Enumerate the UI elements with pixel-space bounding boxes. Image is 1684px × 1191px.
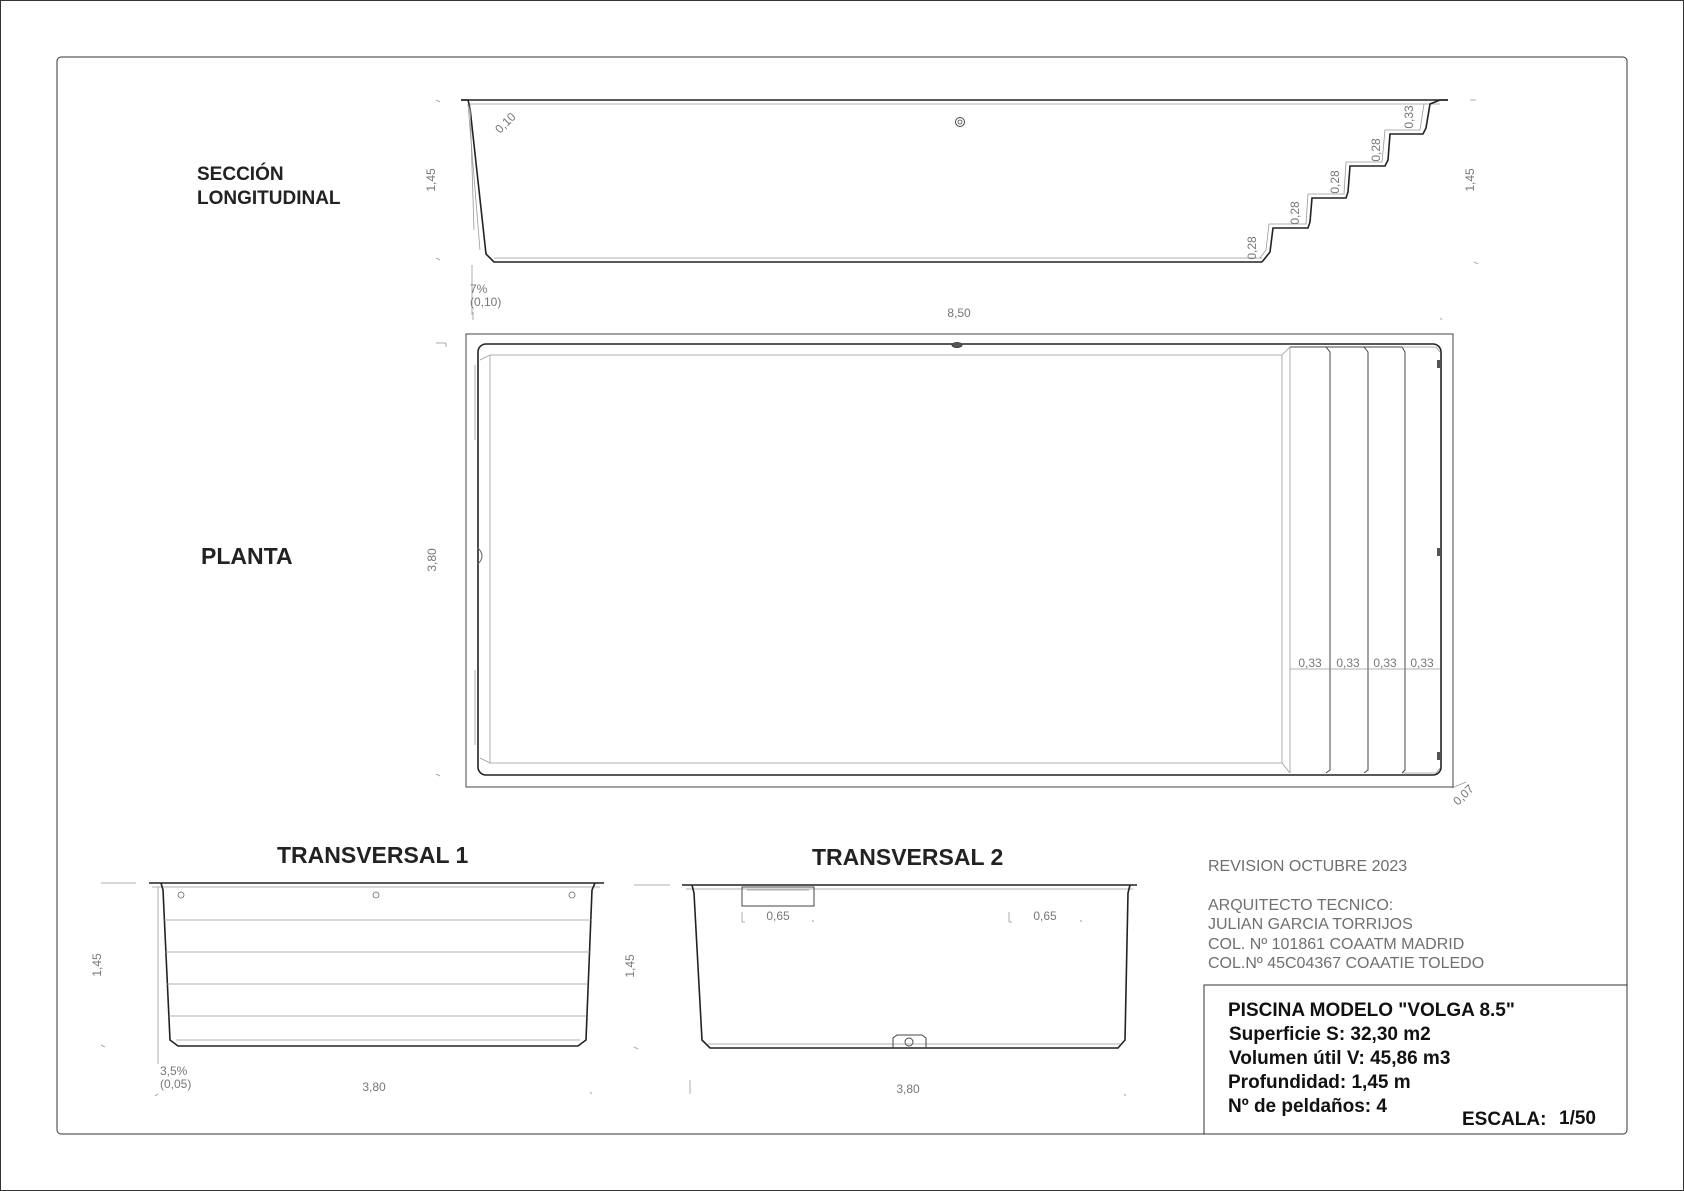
pool-model: PISCINA MODELO "VOLGA 8.5" — [1228, 1000, 1515, 1021]
plan-step-width-label-1: 0,33 — [1298, 656, 1322, 670]
scale-value: 1/50 — [1559, 1108, 1596, 1129]
transversal1-width-label: 3,80 — [362, 1080, 386, 1094]
section-slope-label: 7% — [470, 282, 488, 296]
transversal2-drawing — [634, 885, 1137, 1096]
section-depth-right-label: 1,45 — [1463, 168, 1477, 192]
step-height-label-1: 0,28 — [1245, 236, 1259, 260]
architect-college-1: COL. Nº 101861 COAATM MADRID — [1208, 936, 1465, 953]
transversal1-slope-value-label: (0,05) — [160, 1077, 192, 1091]
section-slope-value-label: (0,10) — [470, 295, 502, 309]
plan-drawing — [436, 334, 1466, 788]
plan-width-label: 3,80 — [425, 548, 439, 572]
transversal1-depth-label: 1,45 — [90, 953, 104, 977]
section-title-line2: LONGITUDINAL — [197, 188, 341, 209]
pool-depth: Profundidad: 1,45 m — [1228, 1072, 1411, 1093]
transversal1-slope-label: 3,5% — [160, 1064, 188, 1078]
section-lip-label: 0,10 — [492, 109, 519, 137]
drawing-frame — [57, 57, 1627, 1134]
plan-step-width-label-4: 0,33 — [1410, 656, 1434, 670]
step-height-label-4: 0,28 — [1369, 138, 1383, 162]
skimmer-icon — [952, 343, 962, 348]
transversal2-bench-right-label: 0,65 — [1033, 909, 1057, 923]
transversal2-title: TRANSVERSAL 2 — [812, 844, 1004, 870]
step-height-label-3: 0,28 — [1328, 170, 1342, 194]
scale-label: ESCALA: — [1462, 1109, 1547, 1130]
return-nozzle-icon — [956, 118, 965, 127]
longitudinal-section-drawing — [436, 100, 1478, 320]
pool-volume: Volumen útil V: 45,86 m3 — [1229, 1048, 1451, 1069]
section-title-line1: SECCIÓN — [197, 164, 284, 185]
transversal2-bench-left-label: 0,65 — [766, 909, 790, 923]
architect-name: JULIAN GARCIA TORRIJOS — [1208, 916, 1413, 933]
revision-date: REVISION OCTUBRE 2023 — [1208, 858, 1408, 875]
pool-surface: Superficie S: 32,30 m2 — [1229, 1024, 1431, 1045]
architect-college-2: COL.Nº 45C04367 COAATIE TOLEDO — [1208, 955, 1485, 972]
plan-step-width-label-2: 0,33 — [1336, 656, 1360, 670]
plan-title: PLANTA — [201, 543, 293, 569]
transversal1-title: TRANSVERSAL 1 — [277, 842, 469, 868]
plan-step-width-label-3: 0,33 — [1373, 656, 1397, 670]
section-length-label: 8,50 — [947, 306, 971, 320]
plan-edge-label: 0,07 — [1450, 781, 1477, 809]
step-height-label-2: 0,28 — [1288, 201, 1302, 225]
architect-role: ARQUITECTO TECNICO: — [1208, 897, 1394, 914]
pool-steps: Nº de peldaños: 4 — [1228, 1096, 1387, 1117]
section-depth-left-label: 1,45 — [424, 168, 438, 192]
transversal2-width-label: 3,80 — [896, 1082, 920, 1096]
transversal2-depth-label: 1,45 — [623, 954, 637, 978]
step-height-label-5: 0,33 — [1402, 105, 1416, 129]
